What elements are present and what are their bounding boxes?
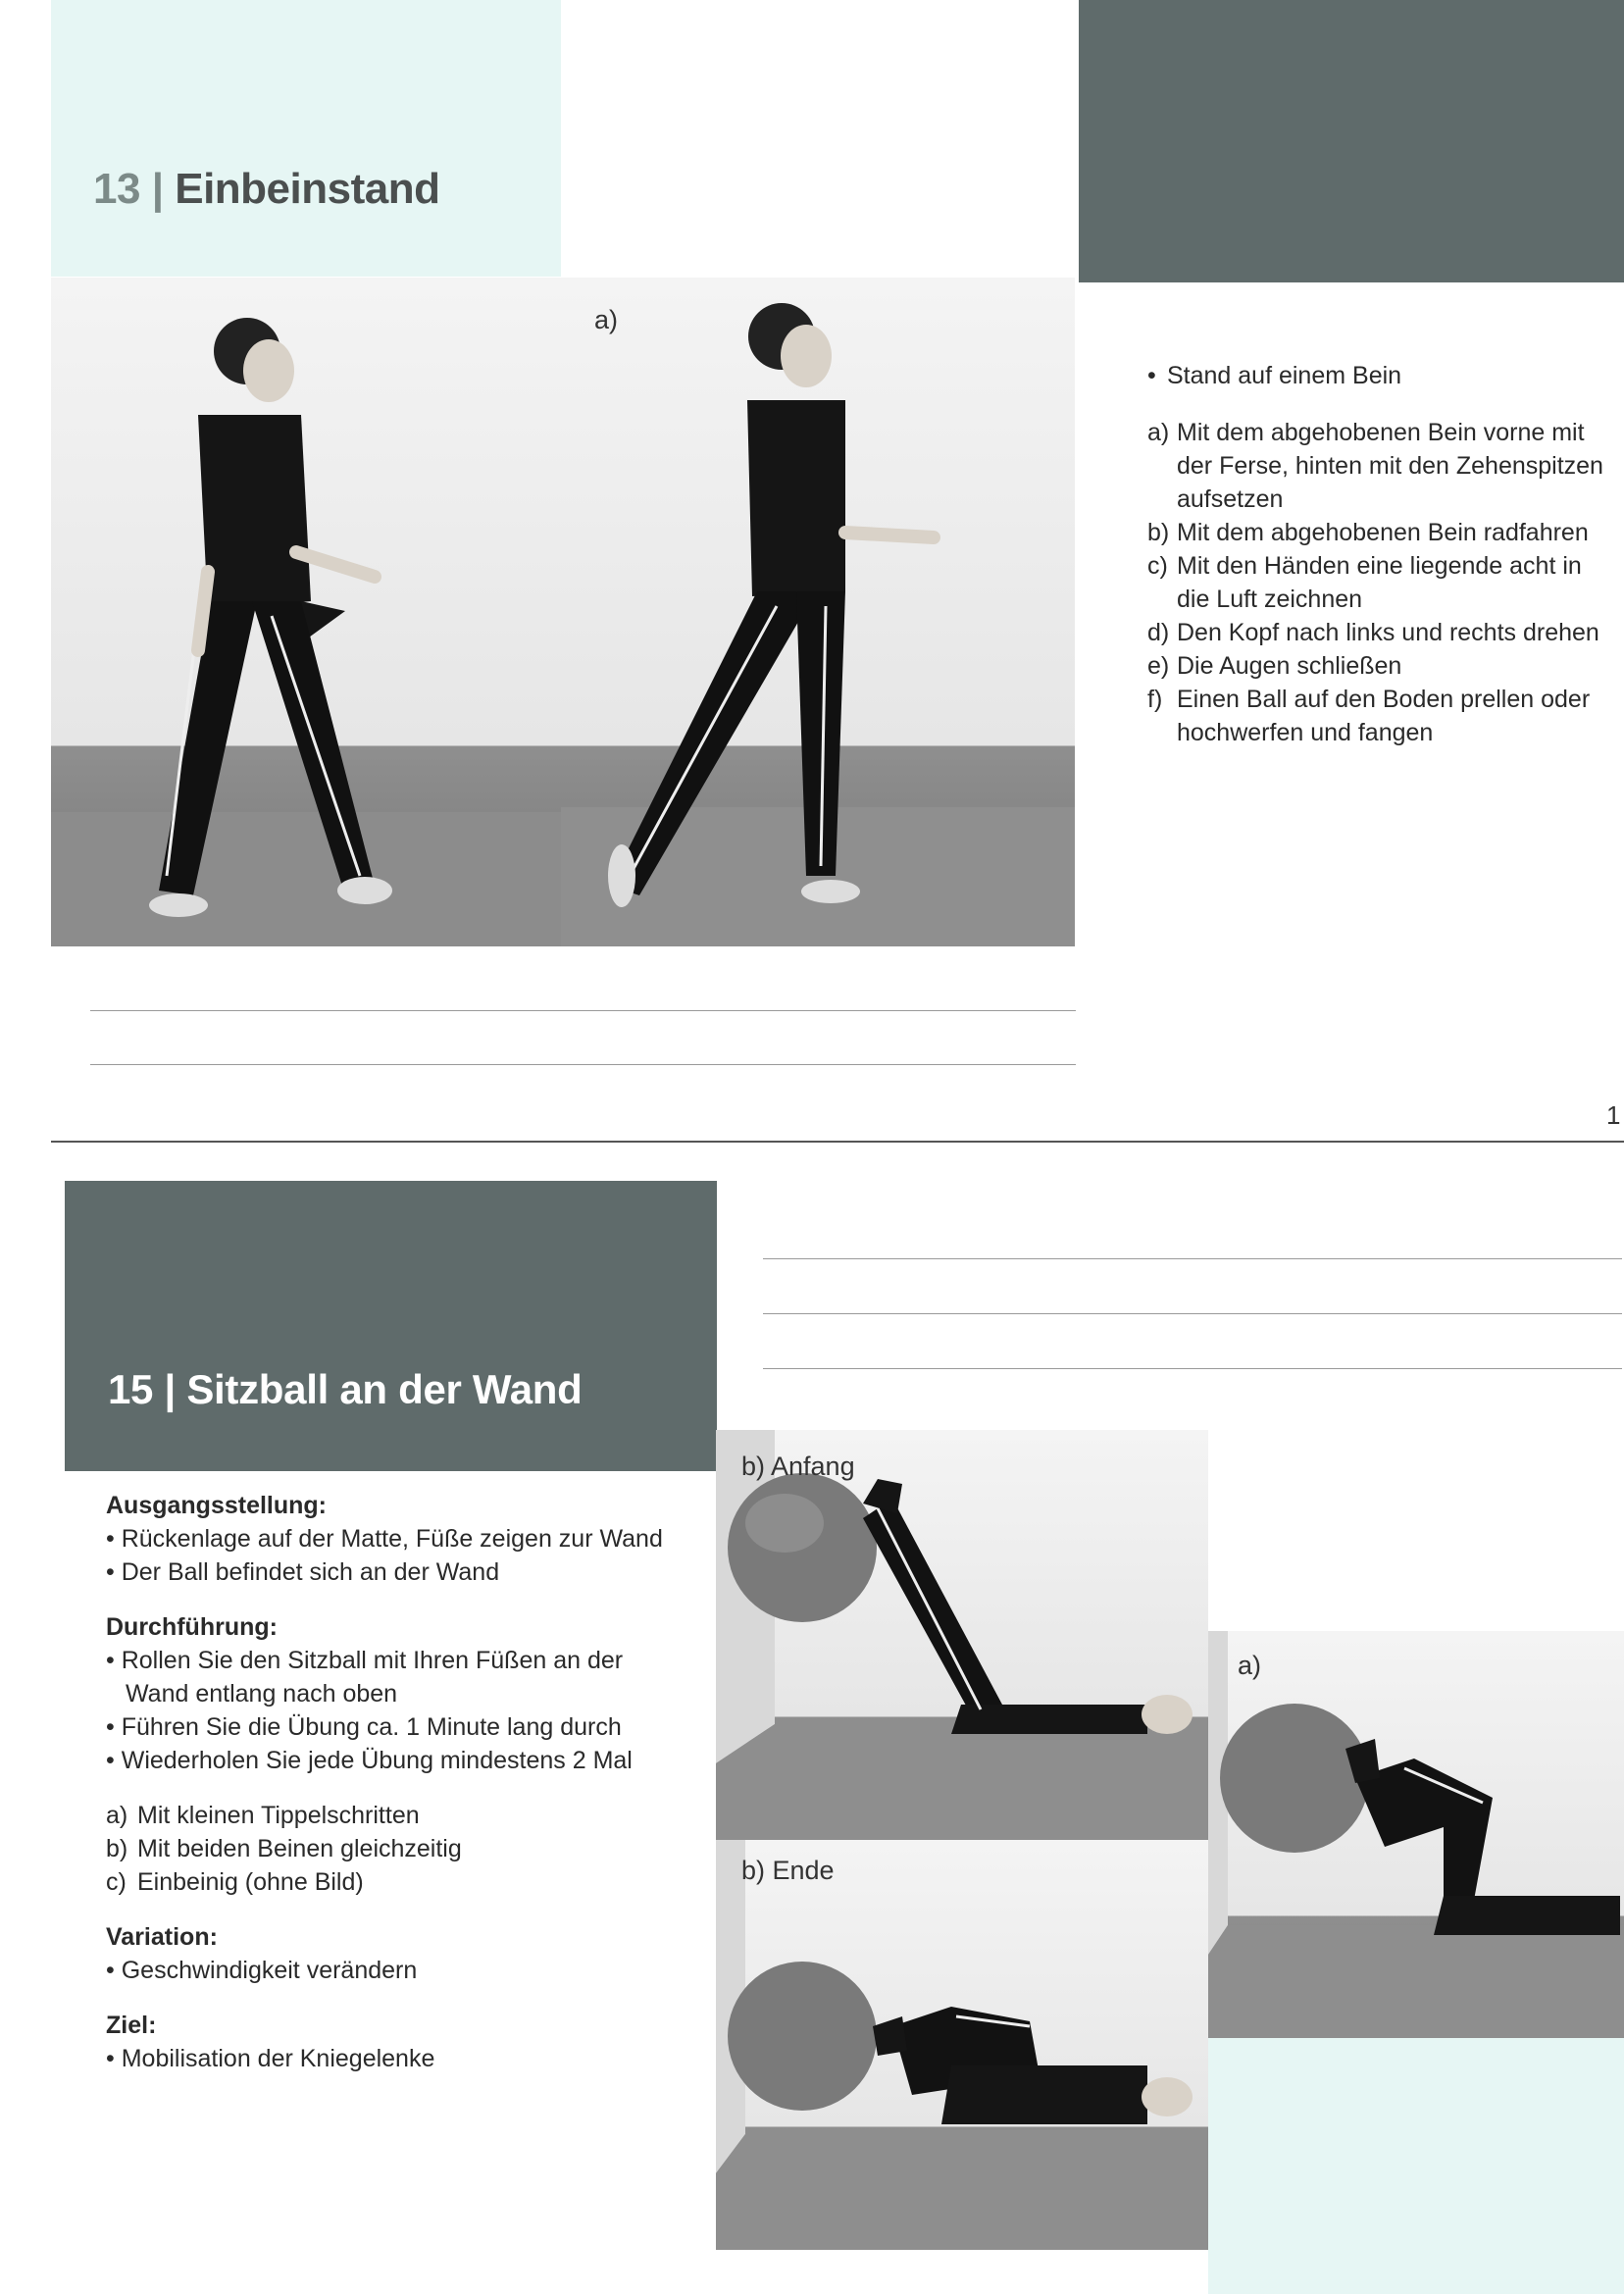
- exercise-15-photo-start: [716, 1430, 1208, 1840]
- header-band-right: [1079, 0, 1624, 282]
- bullet: •: [106, 1713, 115, 1741]
- writing-line: [90, 1064, 1076, 1065]
- item-text: Der Ball befindet sich an der Wand: [121, 1558, 500, 1586]
- header-band-left: [51, 0, 561, 277]
- exercise-15-photo-a: [1208, 1631, 1624, 2038]
- item-text: Den Kopf nach links und rechts drehen: [1177, 619, 1599, 646]
- list-item: [106, 1522, 714, 1555]
- item-text: Mit den Händen eine liegende acht in die Luft zeichnen: [1177, 552, 1582, 613]
- exercise-13-instructions: [1147, 359, 1618, 749]
- item-text: Einbeinig (ohne Bild): [137, 1868, 364, 1896]
- start-heading: Ausgangsstellung:: [106, 1492, 328, 1519]
- list-item: [1147, 516, 1618, 549]
- item-text: Führen Sie die Übung ca. 1 Minute lang durch: [121, 1713, 622, 1741]
- list-item: [106, 1555, 714, 1589]
- item-text: Mit beiden Beinen gleichzeitig: [137, 1835, 462, 1862]
- list-item: [106, 1865, 714, 1899]
- writing-line: [763, 1368, 1622, 1369]
- bullet: •: [1147, 362, 1156, 389]
- intro-item: [1147, 359, 1618, 392]
- exercise-13-title: [93, 165, 439, 214]
- writing-line: [763, 1313, 1622, 1314]
- exercise-13-heading: Einbeinstand: [175, 165, 440, 213]
- page-divider: [51, 1141, 1624, 1143]
- writing-line: [763, 1258, 1622, 1259]
- writing-line: [90, 1010, 1076, 1011]
- exercise-15-title-band: [65, 1181, 717, 1471]
- item-label: b): [106, 1835, 128, 1862]
- item-label: c): [1147, 552, 1168, 580]
- list-item: [1147, 416, 1618, 516]
- list-item: [106, 2042, 714, 2075]
- bullet: •: [106, 2045, 115, 2072]
- item-text: Rückenlage auf der Matte, Füße zeigen zur Wand: [121, 1525, 663, 1553]
- title-separator: |: [164, 1366, 176, 1412]
- list-item: [1147, 649, 1618, 683]
- exercise-15-title: [108, 1366, 582, 1413]
- exercise-15-heading: Sitzball an der Wand: [186, 1366, 583, 1412]
- bullet: •: [106, 1747, 115, 1774]
- intro-text: Stand auf einem Bein: [1167, 362, 1402, 389]
- item-text: Mit kleinen Tippelschritten: [137, 1802, 420, 1829]
- bullet: •: [106, 1957, 115, 1984]
- item-label: a): [1147, 419, 1170, 446]
- item-text: Geschwindigkeit verändern: [121, 1957, 418, 1984]
- item-text: Mit dem abgehobenen Bein vorne mit der Ferse, hinten mit den Zehenspitzen aufsetzen: [1177, 419, 1603, 513]
- page-number: 1: [1606, 1100, 1621, 1130]
- list-item: [1147, 616, 1618, 649]
- list-item: [1147, 549, 1618, 616]
- exercise-13-photo-right: [561, 278, 1075, 946]
- exercise-15-instructions: [106, 1489, 714, 2075]
- photo-caption-a: a): [1238, 1651, 1262, 1680]
- item-label: e): [1147, 652, 1170, 680]
- item-label: c): [106, 1868, 127, 1896]
- list-item: [106, 1710, 714, 1744]
- list-item: [106, 1744, 714, 1777]
- photo-caption-start: b) Anfang: [741, 1452, 855, 1481]
- photo-caption-a: a): [594, 305, 619, 334]
- list-item: [1147, 683, 1618, 749]
- goal-heading: Ziel:: [106, 2012, 157, 2039]
- bullet: •: [106, 1647, 115, 1674]
- item-text: Mit dem abgehobenen Bein radfahren: [1177, 519, 1589, 546]
- exec-heading: Durchführung:: [106, 1613, 278, 1641]
- list-item: [106, 1644, 675, 1710]
- list-item: [106, 1954, 714, 1987]
- exercise-15-photo-end: [716, 1840, 1208, 2250]
- footer-band: [1208, 2038, 1624, 2294]
- item-text: Wiederholen Sie jede Übung mindestens 2 Mal: [121, 1747, 633, 1774]
- item-text: Die Augen schließen: [1177, 652, 1402, 680]
- item-text: Einen Ball auf den Boden prellen oder hochwerfen und fangen: [1177, 686, 1591, 746]
- variation-heading: Variation:: [106, 1923, 218, 1951]
- photo-caption-end: b) Ende: [741, 1856, 835, 1885]
- item-text: Mobilisation der Kniegelenke: [121, 2045, 435, 2072]
- list-item: [106, 1832, 714, 1865]
- exercise-15-number: 15: [108, 1366, 154, 1412]
- bullet: •: [106, 1525, 115, 1553]
- item-label: b): [1147, 519, 1170, 546]
- item-text: Rollen Sie den Sitzball mit Ihren Füßen an der Wand entlang nach oben: [121, 1647, 624, 1708]
- item-label: f): [1147, 686, 1163, 713]
- bullet: •: [106, 1558, 115, 1586]
- list-item: [106, 1799, 714, 1832]
- item-label: a): [106, 1802, 128, 1829]
- exercise-13-photo-left: [51, 278, 561, 946]
- exercise-13-number: 13: [93, 165, 140, 213]
- title-separator: |: [151, 165, 164, 213]
- item-label: d): [1147, 619, 1170, 646]
